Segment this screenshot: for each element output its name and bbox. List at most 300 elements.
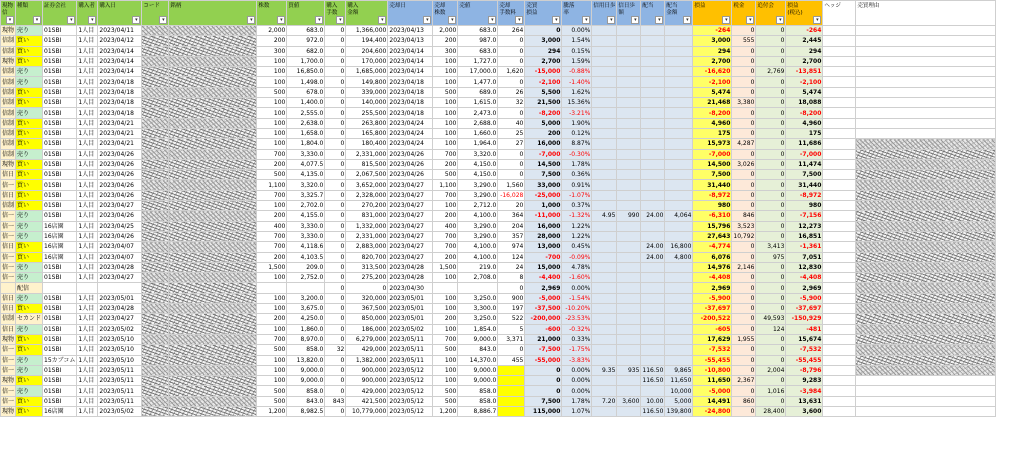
- table-cell[interactable]: 2,473.0: [458, 108, 498, 118]
- table-cell[interactable]: [498, 376, 525, 386]
- table-cell[interactable]: 115,000: [525, 406, 562, 416]
- table-cell[interactable]: 31,440: [786, 180, 823, 190]
- table-cell[interactable]: [592, 46, 617, 56]
- table-cell[interactable]: 3,371: [498, 334, 525, 344]
- table-cell[interactable]: 買い: [16, 190, 43, 200]
- table-cell[interactable]: [856, 56, 996, 66]
- table-cell[interactable]: 2,702.0: [287, 201, 325, 211]
- table-cell[interactable]: 9,000.0: [458, 334, 498, 344]
- table-cell[interactable]: 900: [498, 293, 525, 303]
- table-cell[interactable]: 15,796: [693, 221, 732, 231]
- table-cell[interactable]: 15.36%: [562, 98, 592, 108]
- table-cell[interactable]: [43, 283, 77, 293]
- table-cell[interactable]: [617, 273, 641, 283]
- filter-dropdown-icon[interactable]: ▾: [746, 16, 754, 24]
- table-cell[interactable]: 26: [498, 87, 525, 97]
- table-cell[interactable]: 3,290.0: [458, 190, 498, 200]
- table-cell[interactable]: [665, 293, 693, 303]
- table-cell[interactable]: 27,643: [693, 231, 732, 241]
- table-cell[interactable]: 2023/04/30: [388, 283, 433, 293]
- table-cell[interactable]: 2023/05/01: [388, 304, 433, 314]
- column-header-7[interactable]: [257, 1, 287, 26]
- table-cell[interactable]: 100: [257, 355, 287, 365]
- table-cell[interactable]: 信一: [2, 356, 15, 364]
- table-cell[interactable]: [169, 355, 257, 365]
- table-cell[interactable]: [617, 56, 641, 66]
- filter-dropdown-icon[interactable]: ▾: [378, 16, 386, 24]
- table-cell[interactable]: 27: [498, 139, 525, 149]
- table-cell[interactable]: [169, 170, 257, 180]
- table-cell[interactable]: 11,474: [786, 159, 823, 169]
- table-cell[interactable]: 信一: [2, 397, 15, 405]
- table-cell[interactable]: 16店園: [43, 231, 77, 241]
- table-cell[interactable]: 421,500: [346, 396, 388, 406]
- table-cell[interactable]: 3,330.0: [287, 231, 325, 241]
- table-cell[interactable]: [823, 108, 856, 118]
- table-cell[interactable]: 1,660.0: [458, 128, 498, 138]
- table-cell[interactable]: 売り: [16, 273, 43, 283]
- table-cell[interactable]: [823, 304, 856, 314]
- table-cell[interactable]: 買い: [16, 345, 43, 355]
- filter-dropdown-icon[interactable]: ▾: [515, 16, 523, 24]
- table-cell[interactable]: 2023/05/01: [388, 293, 433, 303]
- table-cell[interactable]: [169, 334, 257, 344]
- table-cell[interactable]: [617, 242, 641, 252]
- table-cell[interactable]: 2023/04/27: [388, 242, 433, 252]
- table-cell[interactable]: [665, 36, 693, 46]
- table-cell[interactable]: 0: [325, 149, 346, 159]
- table-cell[interactable]: 2023/04/18: [388, 108, 433, 118]
- table-cell[interactable]: [665, 77, 693, 87]
- table-cell[interactable]: 01SBI: [43, 293, 77, 303]
- table-cell[interactable]: 01SBI: [43, 77, 77, 87]
- table-cell[interactable]: 3,330.0: [287, 221, 325, 231]
- table-cell[interactable]: [169, 26, 257, 36]
- table-cell[interactable]: -264: [786, 26, 823, 36]
- table-cell[interactable]: 2,969: [693, 283, 732, 293]
- table-cell[interactable]: [142, 26, 169, 36]
- table-cell[interactable]: [823, 190, 856, 200]
- table-cell[interactable]: [856, 46, 996, 56]
- table-cell[interactable]: -4,400: [525, 273, 562, 283]
- table-cell[interactable]: [592, 56, 617, 66]
- table-cell[interactable]: [665, 46, 693, 56]
- table-cell[interactable]: -7,000: [786, 149, 823, 159]
- table-cell[interactable]: 300: [433, 46, 458, 56]
- table-cell[interactable]: セカンド: [17, 315, 42, 323]
- table-cell[interactable]: 0: [498, 56, 525, 66]
- table-cell[interactable]: [856, 304, 996, 314]
- table-cell[interactable]: 139,800: [666, 408, 692, 416]
- table-cell[interactable]: 0: [732, 252, 756, 262]
- table-cell[interactable]: [169, 293, 257, 303]
- table-cell[interactable]: 2023/04/28: [98, 304, 142, 314]
- table-cell[interactable]: 0: [325, 180, 346, 190]
- table-cell[interactable]: 700: [433, 231, 458, 241]
- table-cell[interactable]: 0: [525, 26, 562, 36]
- table-cell[interactable]: 100: [257, 77, 287, 87]
- table-cell[interactable]: 売り: [16, 231, 43, 241]
- table-cell[interactable]: 1.59%: [562, 56, 592, 66]
- table-cell[interactable]: [856, 355, 996, 365]
- table-cell[interactable]: 0: [325, 139, 346, 149]
- table-cell[interactable]: 5,000: [665, 396, 693, 406]
- table-cell[interactable]: 配信: [16, 283, 43, 293]
- table-cell[interactable]: 1人目: [77, 304, 98, 314]
- table-cell[interactable]: [142, 386, 169, 396]
- table-cell[interactable]: 555: [732, 36, 756, 46]
- table-cell[interactable]: 100: [433, 201, 458, 211]
- table-cell[interactable]: 信日: [2, 325, 15, 333]
- table-cell[interactable]: 0.45%: [562, 242, 592, 252]
- column-header-26[interactable]: [856, 1, 996, 26]
- table-cell[interactable]: 2023/04/18: [388, 98, 433, 108]
- table-cell[interactable]: 信日: [2, 243, 15, 251]
- table-cell[interactable]: 1,100: [433, 180, 458, 190]
- table-cell[interactable]: 16,000: [525, 221, 562, 231]
- table-cell[interactable]: 01SBI: [43, 324, 77, 334]
- table-cell[interactable]: -13,851: [786, 67, 823, 77]
- table-cell[interactable]: 264: [498, 26, 525, 36]
- table-cell[interactable]: 689.0: [458, 87, 498, 97]
- table-cell[interactable]: 429,000: [346, 345, 388, 355]
- table-cell[interactable]: [617, 406, 641, 416]
- table-cell[interactable]: 1,700.0: [287, 56, 325, 66]
- table-cell[interactable]: 204: [498, 221, 525, 231]
- table-cell[interactable]: [169, 149, 257, 159]
- table-cell[interactable]: -4,408: [693, 273, 732, 283]
- table-cell[interactable]: 100: [433, 304, 458, 314]
- table-cell[interactable]: [169, 231, 257, 241]
- table-cell[interactable]: -4,774: [693, 242, 732, 252]
- table-cell[interactable]: [498, 396, 525, 406]
- filter-dropdown-icon[interactable]: ▾: [315, 16, 323, 24]
- table-cell[interactable]: 現物: [2, 27, 15, 35]
- table-cell[interactable]: -7,000: [693, 149, 732, 159]
- table-cell[interactable]: [641, 139, 665, 149]
- table-cell[interactable]: [592, 67, 617, 77]
- table-cell[interactable]: -37,697: [786, 304, 823, 314]
- table-cell[interactable]: [592, 77, 617, 87]
- table-cell[interactable]: 300: [257, 46, 287, 56]
- table-cell[interactable]: [142, 396, 169, 406]
- table-cell[interactable]: [856, 87, 996, 97]
- table-cell[interactable]: 0: [498, 77, 525, 87]
- table-cell[interactable]: 0: [346, 283, 388, 293]
- table-cell[interactable]: 5,500: [525, 87, 562, 97]
- table-cell[interactable]: 429,000: [346, 386, 388, 396]
- table-cell[interactable]: 0: [732, 355, 756, 365]
- table-cell[interactable]: [823, 345, 856, 355]
- table-cell[interactable]: [641, 128, 665, 138]
- table-cell[interactable]: 01SBI: [43, 118, 77, 128]
- table-cell[interactable]: 682.0: [287, 46, 325, 56]
- table-cell[interactable]: 16店園: [43, 242, 77, 252]
- table-cell[interactable]: [665, 190, 693, 200]
- table-cell[interactable]: 1,860.0: [287, 324, 325, 334]
- table-cell[interactable]: 100: [257, 365, 287, 375]
- table-cell[interactable]: 2023/04/07: [98, 242, 142, 252]
- table-cell[interactable]: [856, 365, 996, 375]
- table-cell[interactable]: 2023/05/11: [98, 396, 142, 406]
- table-cell[interactable]: 28,000: [525, 231, 562, 241]
- table-cell[interactable]: [169, 77, 257, 87]
- table-cell[interactable]: 0: [756, 36, 786, 46]
- table-cell[interactable]: 9,865: [665, 365, 693, 375]
- table-cell[interactable]: 200: [433, 36, 458, 46]
- table-cell[interactable]: [592, 324, 617, 334]
- table-cell[interactable]: 3,300.0: [458, 304, 498, 314]
- table-cell[interactable]: 124: [498, 252, 525, 262]
- table-cell[interactable]: -25,000: [525, 190, 562, 200]
- table-cell[interactable]: 10,000: [665, 386, 693, 396]
- table-cell[interactable]: 1人目: [77, 87, 98, 97]
- table-cell[interactable]: 3,600: [617, 396, 641, 406]
- table-cell[interactable]: [856, 190, 996, 200]
- table-cell[interactable]: 275,200: [346, 273, 388, 283]
- table-cell[interactable]: 1人目: [77, 118, 98, 128]
- table-cell[interactable]: 0: [498, 46, 525, 56]
- table-cell[interactable]: 4,250.0: [287, 314, 325, 324]
- table-cell[interactable]: 2,067,500: [346, 170, 388, 180]
- table-cell[interactable]: [142, 252, 169, 262]
- table-cell[interactable]: 現物: [2, 336, 15, 344]
- table-cell[interactable]: 100: [257, 304, 287, 314]
- table-cell[interactable]: 935: [617, 365, 641, 375]
- table-cell[interactable]: -23.53%: [562, 314, 592, 324]
- table-cell[interactable]: [665, 180, 693, 190]
- table-cell[interactable]: 0: [325, 365, 346, 375]
- table-cell[interactable]: -6,310: [693, 211, 732, 221]
- table-cell[interactable]: 3,250.0: [458, 293, 498, 303]
- table-cell[interactable]: [592, 87, 617, 97]
- table-cell[interactable]: 0: [498, 170, 525, 180]
- table-cell[interactable]: [641, 386, 665, 396]
- table-cell[interactable]: 700: [257, 231, 287, 241]
- table-cell[interactable]: [592, 128, 617, 138]
- table-cell[interactable]: 2023/05/02: [388, 324, 433, 334]
- table-cell[interactable]: 9.35: [592, 365, 617, 375]
- table-cell[interactable]: [856, 314, 996, 324]
- table-cell[interactable]: 0: [732, 67, 756, 77]
- table-cell[interactable]: 200: [433, 314, 458, 324]
- table-cell[interactable]: 2,004: [756, 365, 786, 375]
- table-cell[interactable]: 1,100: [257, 180, 287, 190]
- column-header-19[interactable]: [641, 1, 665, 26]
- table-cell[interactable]: [665, 314, 693, 324]
- table-cell[interactable]: [665, 304, 693, 314]
- table-cell[interactable]: [665, 56, 693, 66]
- table-cell[interactable]: [856, 293, 996, 303]
- table-cell[interactable]: 4,135.0: [287, 170, 325, 180]
- table-cell[interactable]: 信制: [2, 119, 15, 127]
- table-cell[interactable]: 858.0: [458, 396, 498, 406]
- table-cell[interactable]: 2023/04/27: [98, 201, 142, 211]
- table-cell[interactable]: 0: [732, 108, 756, 118]
- filter-dropdown-icon[interactable]: ▾: [423, 16, 431, 24]
- table-cell[interactable]: 1,382,000: [346, 355, 388, 365]
- table-cell[interactable]: 2023/04/11: [98, 26, 142, 36]
- table-cell[interactable]: [458, 283, 498, 293]
- table-cell[interactable]: [617, 324, 641, 334]
- table-cell[interactable]: 2023/05/11: [98, 386, 142, 396]
- table-cell[interactable]: 100: [257, 293, 287, 303]
- table-cell[interactable]: 買い: [16, 46, 43, 56]
- table-cell[interactable]: 0: [756, 46, 786, 56]
- table-cell[interactable]: [665, 355, 693, 365]
- table-cell[interactable]: [169, 118, 257, 128]
- table-cell[interactable]: 100: [257, 108, 287, 118]
- table-cell[interactable]: 01SBI: [43, 98, 77, 108]
- table-cell[interactable]: 1,964.0: [458, 139, 498, 149]
- table-cell[interactable]: [592, 345, 617, 355]
- table-cell[interactable]: 2,367: [732, 376, 756, 386]
- table-cell[interactable]: 2023/04/12: [98, 36, 142, 46]
- table-cell[interactable]: 4.95: [592, 211, 617, 221]
- table-cell[interactable]: -150,929: [786, 314, 823, 324]
- table-cell[interactable]: 17,629: [693, 334, 732, 344]
- table-cell[interactable]: [641, 293, 665, 303]
- table-cell[interactable]: 買い: [16, 170, 43, 180]
- table-cell[interactable]: 200: [433, 252, 458, 262]
- table-cell[interactable]: 0: [756, 98, 786, 108]
- table-cell[interactable]: 2023/04/27: [388, 180, 433, 190]
- table-cell[interactable]: [142, 283, 169, 293]
- table-cell[interactable]: 24: [498, 262, 525, 272]
- table-cell[interactable]: 01SBI: [43, 46, 77, 56]
- table-cell[interactable]: 0: [325, 355, 346, 365]
- table-cell[interactable]: 0.37%: [562, 201, 592, 211]
- table-cell[interactable]: -37,500: [525, 304, 562, 314]
- table-cell[interactable]: 0: [756, 87, 786, 97]
- table-cell[interactable]: 972.0: [287, 36, 325, 46]
- table-cell[interactable]: 1人目: [77, 334, 98, 344]
- table-cell[interactable]: 124: [756, 324, 786, 334]
- table-cell[interactable]: 1人目: [77, 108, 98, 118]
- table-cell[interactable]: 0: [756, 262, 786, 272]
- table-cell[interactable]: 3,290.0: [458, 180, 498, 190]
- table-cell[interactable]: -11,000: [525, 211, 562, 221]
- table-cell[interactable]: -55,000: [525, 355, 562, 365]
- column-header-24[interactable]: [786, 1, 823, 26]
- table-cell[interactable]: 01SBI: [43, 334, 77, 344]
- table-cell[interactable]: [592, 293, 617, 303]
- table-cell[interactable]: 2023/04/26: [388, 159, 433, 169]
- table-cell[interactable]: [641, 77, 665, 87]
- table-cell[interactable]: 0: [325, 304, 346, 314]
- table-cell[interactable]: [592, 376, 617, 386]
- table-cell[interactable]: 1人目: [77, 159, 98, 169]
- table-cell[interactable]: 16,000: [525, 139, 562, 149]
- table-cell[interactable]: 01SBI: [43, 87, 77, 97]
- table-cell[interactable]: 売り: [16, 365, 43, 375]
- table-cell[interactable]: 信日: [2, 191, 15, 199]
- table-cell[interactable]: 01SBI: [43, 314, 77, 324]
- table-cell[interactable]: 820,700: [346, 252, 388, 262]
- table-cell[interactable]: [617, 149, 641, 159]
- table-cell[interactable]: 24.00: [641, 252, 665, 262]
- table-cell[interactable]: 信制: [2, 47, 15, 55]
- table-cell[interactable]: 1.62%: [562, 87, 592, 97]
- table-cell[interactable]: 500: [257, 386, 287, 396]
- column-header-3[interactable]: [77, 1, 98, 26]
- table-cell[interactable]: 2023/05/12: [388, 396, 433, 406]
- table-cell[interactable]: 28,400: [756, 406, 786, 416]
- table-cell[interactable]: 1人目: [77, 365, 98, 375]
- table-cell[interactable]: 2023/05/01: [388, 314, 433, 324]
- table-cell[interactable]: 0: [325, 221, 346, 231]
- table-cell[interactable]: 0: [732, 324, 756, 334]
- table-cell[interactable]: -7,532: [786, 345, 823, 355]
- table-cell[interactable]: 1人目: [77, 406, 98, 416]
- table-cell[interactable]: 16,850.0: [287, 67, 325, 77]
- table-cell[interactable]: 01SBI: [43, 345, 77, 355]
- table-cell[interactable]: 信一: [2, 346, 15, 354]
- table-cell[interactable]: 13,631: [786, 396, 823, 406]
- table-cell[interactable]: 522: [498, 314, 525, 324]
- table-cell[interactable]: 900,000: [346, 376, 388, 386]
- table-cell[interactable]: 3,523: [732, 221, 756, 231]
- table-cell[interactable]: 1人目: [77, 190, 98, 200]
- table-cell[interactable]: 255,500: [346, 108, 388, 118]
- table-cell[interactable]: 500: [433, 345, 458, 355]
- table-cell[interactable]: 975: [756, 252, 786, 262]
- table-cell[interactable]: 1,200: [433, 406, 458, 416]
- table-cell[interactable]: 買い: [16, 396, 43, 406]
- table-cell[interactable]: 売り: [16, 262, 43, 272]
- table-cell[interactable]: [169, 304, 257, 314]
- table-cell[interactable]: 信制: [2, 150, 15, 158]
- table-cell[interactable]: [617, 118, 641, 128]
- filter-dropdown-icon[interactable]: ▾: [448, 16, 456, 24]
- table-cell[interactable]: [665, 108, 693, 118]
- table-cell[interactable]: 信制: [2, 109, 15, 117]
- table-cell[interactable]: 100: [433, 139, 458, 149]
- table-cell[interactable]: 1,727.0: [458, 56, 498, 66]
- table-cell[interactable]: 2023/04/14: [98, 46, 142, 56]
- table-cell[interactable]: 信制: [2, 68, 15, 76]
- table-cell[interactable]: [142, 201, 169, 211]
- table-cell[interactable]: 0: [732, 406, 756, 416]
- table-cell[interactable]: -3,984: [786, 386, 823, 396]
- table-cell[interactable]: [856, 139, 996, 149]
- table-cell[interactable]: 信制: [2, 99, 15, 107]
- table-cell[interactable]: [169, 262, 257, 272]
- table-cell[interactable]: 0: [325, 242, 346, 252]
- table-cell[interactable]: 980: [693, 201, 732, 211]
- table-cell[interactable]: 2023/04/27: [98, 314, 142, 324]
- table-cell[interactable]: 売り: [16, 355, 43, 365]
- table-cell[interactable]: 0: [756, 273, 786, 283]
- table-cell[interactable]: [169, 314, 257, 324]
- table-cell[interactable]: -8,200: [786, 108, 823, 118]
- table-cell[interactable]: 165,800: [346, 128, 388, 138]
- table-cell[interactable]: [617, 314, 641, 324]
- table-cell[interactable]: 13,820.0: [287, 355, 325, 365]
- filter-dropdown-icon[interactable]: ▾: [582, 16, 590, 24]
- table-cell[interactable]: 0: [732, 170, 756, 180]
- table-cell[interactable]: [665, 324, 693, 334]
- table-cell[interactable]: [617, 180, 641, 190]
- table-cell[interactable]: 01SBI: [43, 190, 77, 200]
- table-cell[interactable]: [1, 283, 16, 293]
- table-cell[interactable]: 信一: [2, 263, 15, 271]
- table-cell[interactable]: 0: [732, 273, 756, 283]
- table-cell[interactable]: [856, 345, 996, 355]
- column-header-16[interactable]: [562, 1, 592, 26]
- table-cell[interactable]: 7,500: [525, 170, 562, 180]
- table-cell[interactable]: 100: [433, 273, 458, 283]
